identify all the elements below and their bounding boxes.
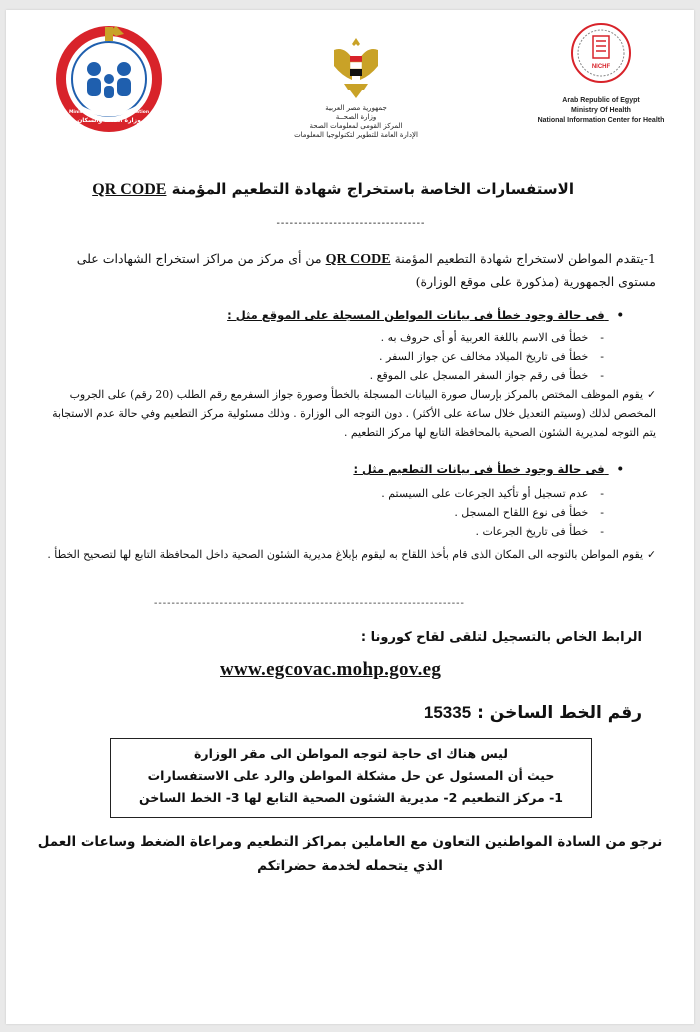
section1-action-text: يقوم الموظف المختص بالمركز بإرسال صورة البيانات المسجلة بالخطأ وصورة جواز السفرمع رقم الطلب (20 رقم) على الجروب المخصص لذلك (وسيتم التعديل خلال ساعة على الأكثر) . دون التوجه الى الوزارة . وذلك مسئولية مركز التطعيم وفي حالة عدم الاستجابة يتم التوجه لمديرية الشئون الصحية بالمحافظة التابع لها مركز التطعيم . [52, 388, 656, 439]
mohp-logo [54, 24, 164, 134]
list-item: - خطأ فى نوع اللقاح المسجل . [381, 503, 604, 522]
page-title [46, 180, 574, 199]
list-item: - خطأ فى الاسم باللغة العربية أو أى حروف به . [370, 328, 604, 347]
intro-paragraph [46, 248, 656, 293]
page-title-text: الاستفسارات الخاصة باستخراج شهادة التطعيم المؤمنة [171, 180, 574, 198]
section2-list [381, 484, 604, 541]
egypt-eagle-icon [330, 36, 382, 100]
page-title-qr: QR CODE [92, 181, 167, 198]
closing-message [36, 830, 664, 878]
separator-bottom: ----------------------------------------------------------------------- [154, 598, 465, 609]
intro-qr: QR CODE [325, 252, 391, 267]
intro-suffix: من أى مركز من مراكز استخراج الشهادات على مستوى الجمهورية (مذكورة على موقع الوزارة) [76, 251, 656, 289]
gov-line-3: المركز القومى لمعلومات الصحة [309, 122, 403, 130]
section2-action-text: يقوم المواطن بالتوجه الى المكان الذى قام بأخذ اللقاح به ليقوم بإبلاغ مديرية الشئون الصحية داخل المحافظة التابع لها لتصحيح الخطأ . [47, 548, 643, 561]
list-item: - خطأ فى تاريخ الميلاد مخالف عن جواز السفر . [370, 347, 604, 366]
section1-list [370, 328, 604, 385]
closing-line-1: نرجو من السادة المواطنين التعاون مع العاملين بمراكز التطعيم ومراعاة الضغط وساعات العمل [37, 834, 663, 850]
checkmark-icon: ✓ [646, 388, 656, 401]
en-line-2: Ministry Of Health [571, 107, 631, 114]
nichf-logo-text: NICHF [591, 64, 611, 70]
separator-top: ---------------------------------- [276, 218, 426, 229]
closing-line-2: الذي يتحمله لخدمة حضراتكم [257, 858, 443, 874]
mohp-logo-caption: Ministry of Health & Population [68, 110, 150, 115]
list-item: - خطأ فى تاريخ الجرعات . [381, 522, 604, 541]
notice-line-2: حيث أن المسئول عن حل مشكلة المواطن والرد على الاستفسارات [147, 768, 555, 783]
registration-link[interactable]: www.egcovac.mohp.gov.eg [220, 659, 442, 680]
gov-line-4: الإدارة العامة للتطوير لتكنولوجيا المعلومات [294, 131, 418, 139]
notice-line-1: ليس هناك اى حاجة لتوجه المواطن الى مقر الوزارة [194, 746, 508, 761]
document-page [6, 10, 694, 1024]
en-line-3: National Information Center for Health [537, 117, 665, 124]
gov-line-1: جمهورية مصر العربية [325, 104, 387, 112]
section2-heading [353, 462, 624, 476]
en-line-1: Arab Republic of Egypt [562, 97, 640, 104]
section2-action [46, 545, 656, 564]
registration-label: الرابط الخاص بالتسجيل لتلقى لقاح كورونا : [360, 630, 642, 645]
nichf-header [516, 22, 686, 126]
section1-heading-text: فى حالة وجود خطأ فى بيانات المواطن المسجلة على الموقع مثل : [227, 308, 605, 322]
hotline-number: 15335 [423, 703, 472, 722]
section1-action [46, 385, 656, 442]
section2-heading-text: فى حالة وجود خطأ فى بيانات التطعيم مثل : [353, 462, 605, 476]
government-header [276, 36, 436, 140]
notice-box [110, 738, 592, 818]
hotline [424, 703, 642, 723]
list-item: - عدم تسجيل أو تأكيد الجرعات على السيستم . [381, 484, 604, 503]
nichf-logo-icon [570, 22, 632, 84]
notice-line-3: 1- مركز التطعيم 2- مديرية الشئون الصحية التابع لها 3- الخط الساخن [138, 790, 563, 805]
section1-heading [227, 308, 624, 322]
mohp-logo-arabic: وزارة الصحة والسكان [77, 117, 141, 124]
hotline-label: رقم الخط الساخن : [477, 703, 642, 723]
gov-line-2: وزارة الصحــة [335, 113, 377, 121]
intro-prefix: 1-يتقدم المواطن لاستخراج شهادة التطعيم المؤمنة [394, 251, 656, 266]
checkmark-icon: ✓ [646, 548, 656, 561]
list-item: - خطأ فى رقم جواز السفر المسجل على الموقع . [370, 366, 604, 385]
